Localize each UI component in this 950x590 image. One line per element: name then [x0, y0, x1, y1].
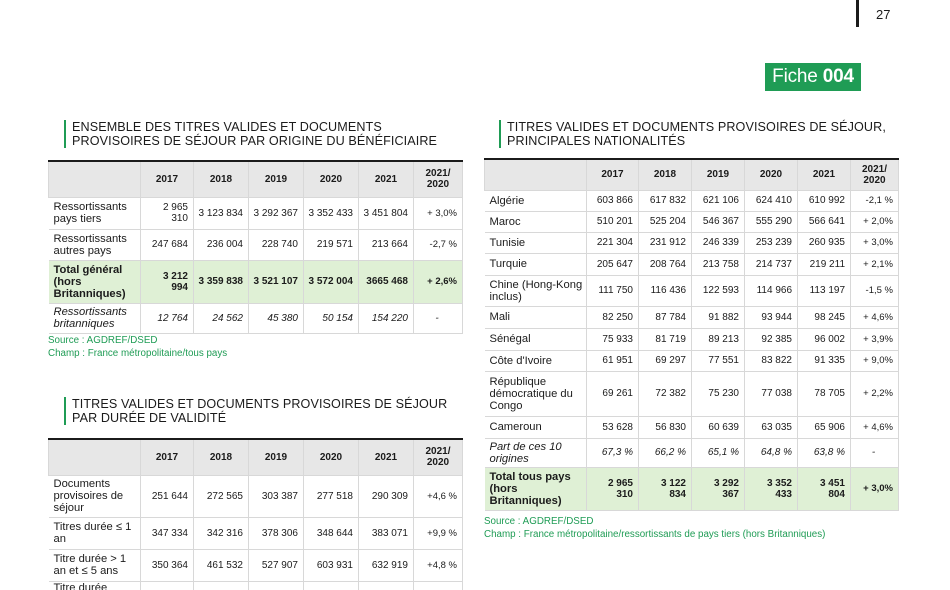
header-variation: 2021/ 2020: [414, 161, 463, 197]
header-variation: 2021/ 2020: [851, 159, 899, 190]
table-row: Ressortissants britanniques 12 764 24 562 45 380 50 154 154 220 -: [49, 303, 463, 333]
header-year: 2019: [249, 439, 304, 475]
table-row: Tunisie 221 304 231 912 246 339 253 239 260 935 + 3,0%: [485, 232, 899, 253]
header-year: 2017: [141, 161, 194, 197]
header-year: 2017: [587, 159, 639, 190]
section3-title: TITRES VALIDES ET DOCUMENTS PROVISOIRES DE SÉJOUR, PRINCIPALES NATIONALITÉS: [499, 120, 886, 148]
table-row: Titre durée > 1 an et ≤ 5 ans 350 364 461 532 527 907 603 931 632 919 +4,8 %: [49, 549, 463, 581]
table-row: Part de ces 10 origines 67,3 % 66,2 % 65,1 % 64,8 % 63,8 % -: [485, 438, 899, 467]
header-year: 2021: [359, 439, 414, 475]
section1-title: ENSEMBLE DES TITRES VALIDES ET DOCUMENTS PROVISOIRES DE SÉJOUR PAR ORIGINE DU BÉNÉFICIAIRE: [64, 120, 437, 148]
header-year: 2019: [249, 161, 304, 197]
table-row: Maroc 510 201 525 204 546 367 555 290 566 641 + 2,0%: [485, 211, 899, 232]
header-year: 2021: [359, 161, 414, 197]
table-row: Turquie 205 647 208 764 213 758 214 737 219 211 + 2,1%: [485, 253, 899, 275]
table-row: Cameroun 53 628 56 830 60 639 63 035 65 906 + 4,6%: [485, 416, 899, 438]
header-year: 2021: [798, 159, 851, 190]
header-year: 2020: [304, 161, 359, 197]
fiche-badge: Fiche 004: [765, 63, 861, 91]
header-year: 2018: [194, 439, 249, 475]
header-variation: 2021/ 2020: [414, 439, 463, 475]
table-row: Titres durée ≤ 1 an 347 334 342 316 378 306 348 644 383 071 +9,9 %: [49, 517, 463, 549]
table-row: Chine (Hong-Kong inclus) 111 750 116 436 122 593 114 966 113 197 -1,5 %: [485, 275, 899, 306]
table-row: Titre durée: [49, 581, 463, 590]
table-row: Ressortissants autres pays 247 684 236 004 228 740 219 571 213 664 -2,7 %: [49, 229, 463, 260]
section3-notes: Source : AGDREF/DSED Champ : France métropolitaine/ressortissants de pays tiers (hors Britanniques): [484, 516, 826, 540]
table-row: Ressortissants pays tiers 2 965 310 3 123 834 3 292 367 3 352 433 3 451 804 + 3,0%: [49, 197, 463, 229]
table-row: Mali 82 250 87 784 91 882 93 944 98 245 + 4,6%: [485, 306, 899, 328]
header-year: 2019: [692, 159, 745, 190]
table-row-total: Total tous pays (hors Britanniques) 2 965 310 3 122 834 3 292 367 3 352 433 3 451 804 + 3,0%: [485, 467, 899, 510]
section1-table: [48, 160, 463, 334]
header-blank: [49, 439, 141, 475]
table-row: Côte d'Ivoire 61 951 69 297 77 551 83 822 91 335 + 9,0%: [485, 350, 899, 371]
page-number: 27: [876, 7, 891, 22]
table-row: Sénégal 75 933 81 719 89 213 92 385 96 002 + 3,9%: [485, 328, 899, 350]
table-row-total: Total général (hors Britanniques) 3 212 994 3 359 838 3 521 107 3 572 004 3665 468 + 2,6%: [49, 260, 463, 303]
table-row: Algérie 603 866 617 832 621 106 624 410 610 992 -2,1 %: [485, 190, 899, 211]
header-blank: [49, 161, 141, 197]
table-row: Documents provisoires de séjour 251 644 272 565 303 387 277 518 290 309 +4,6 %: [49, 475, 463, 517]
header-year: 2020: [304, 439, 359, 475]
header-year: 2017: [141, 439, 194, 475]
section1-notes: Source : AGDREF/DSED Champ : France métropolitaine/tous pays: [48, 335, 228, 359]
section2-table: [48, 438, 463, 590]
header-year: 2018: [194, 161, 249, 197]
section2-title: TITRES VALIDES ET DOCUMENTS PROVISOIRES DE SÉJOUR PAR DURÉE DE VALIDITÉ: [64, 397, 447, 425]
header-blank: [485, 159, 587, 190]
page-header-bar: [856, 0, 859, 27]
header-year: 2020: [745, 159, 798, 190]
table-row: République démocratique du Congo 69 261 72 382 75 230 77 038 78 705 + 2,2%: [485, 371, 899, 416]
section3-table: [484, 158, 899, 511]
header-year: 2018: [639, 159, 692, 190]
